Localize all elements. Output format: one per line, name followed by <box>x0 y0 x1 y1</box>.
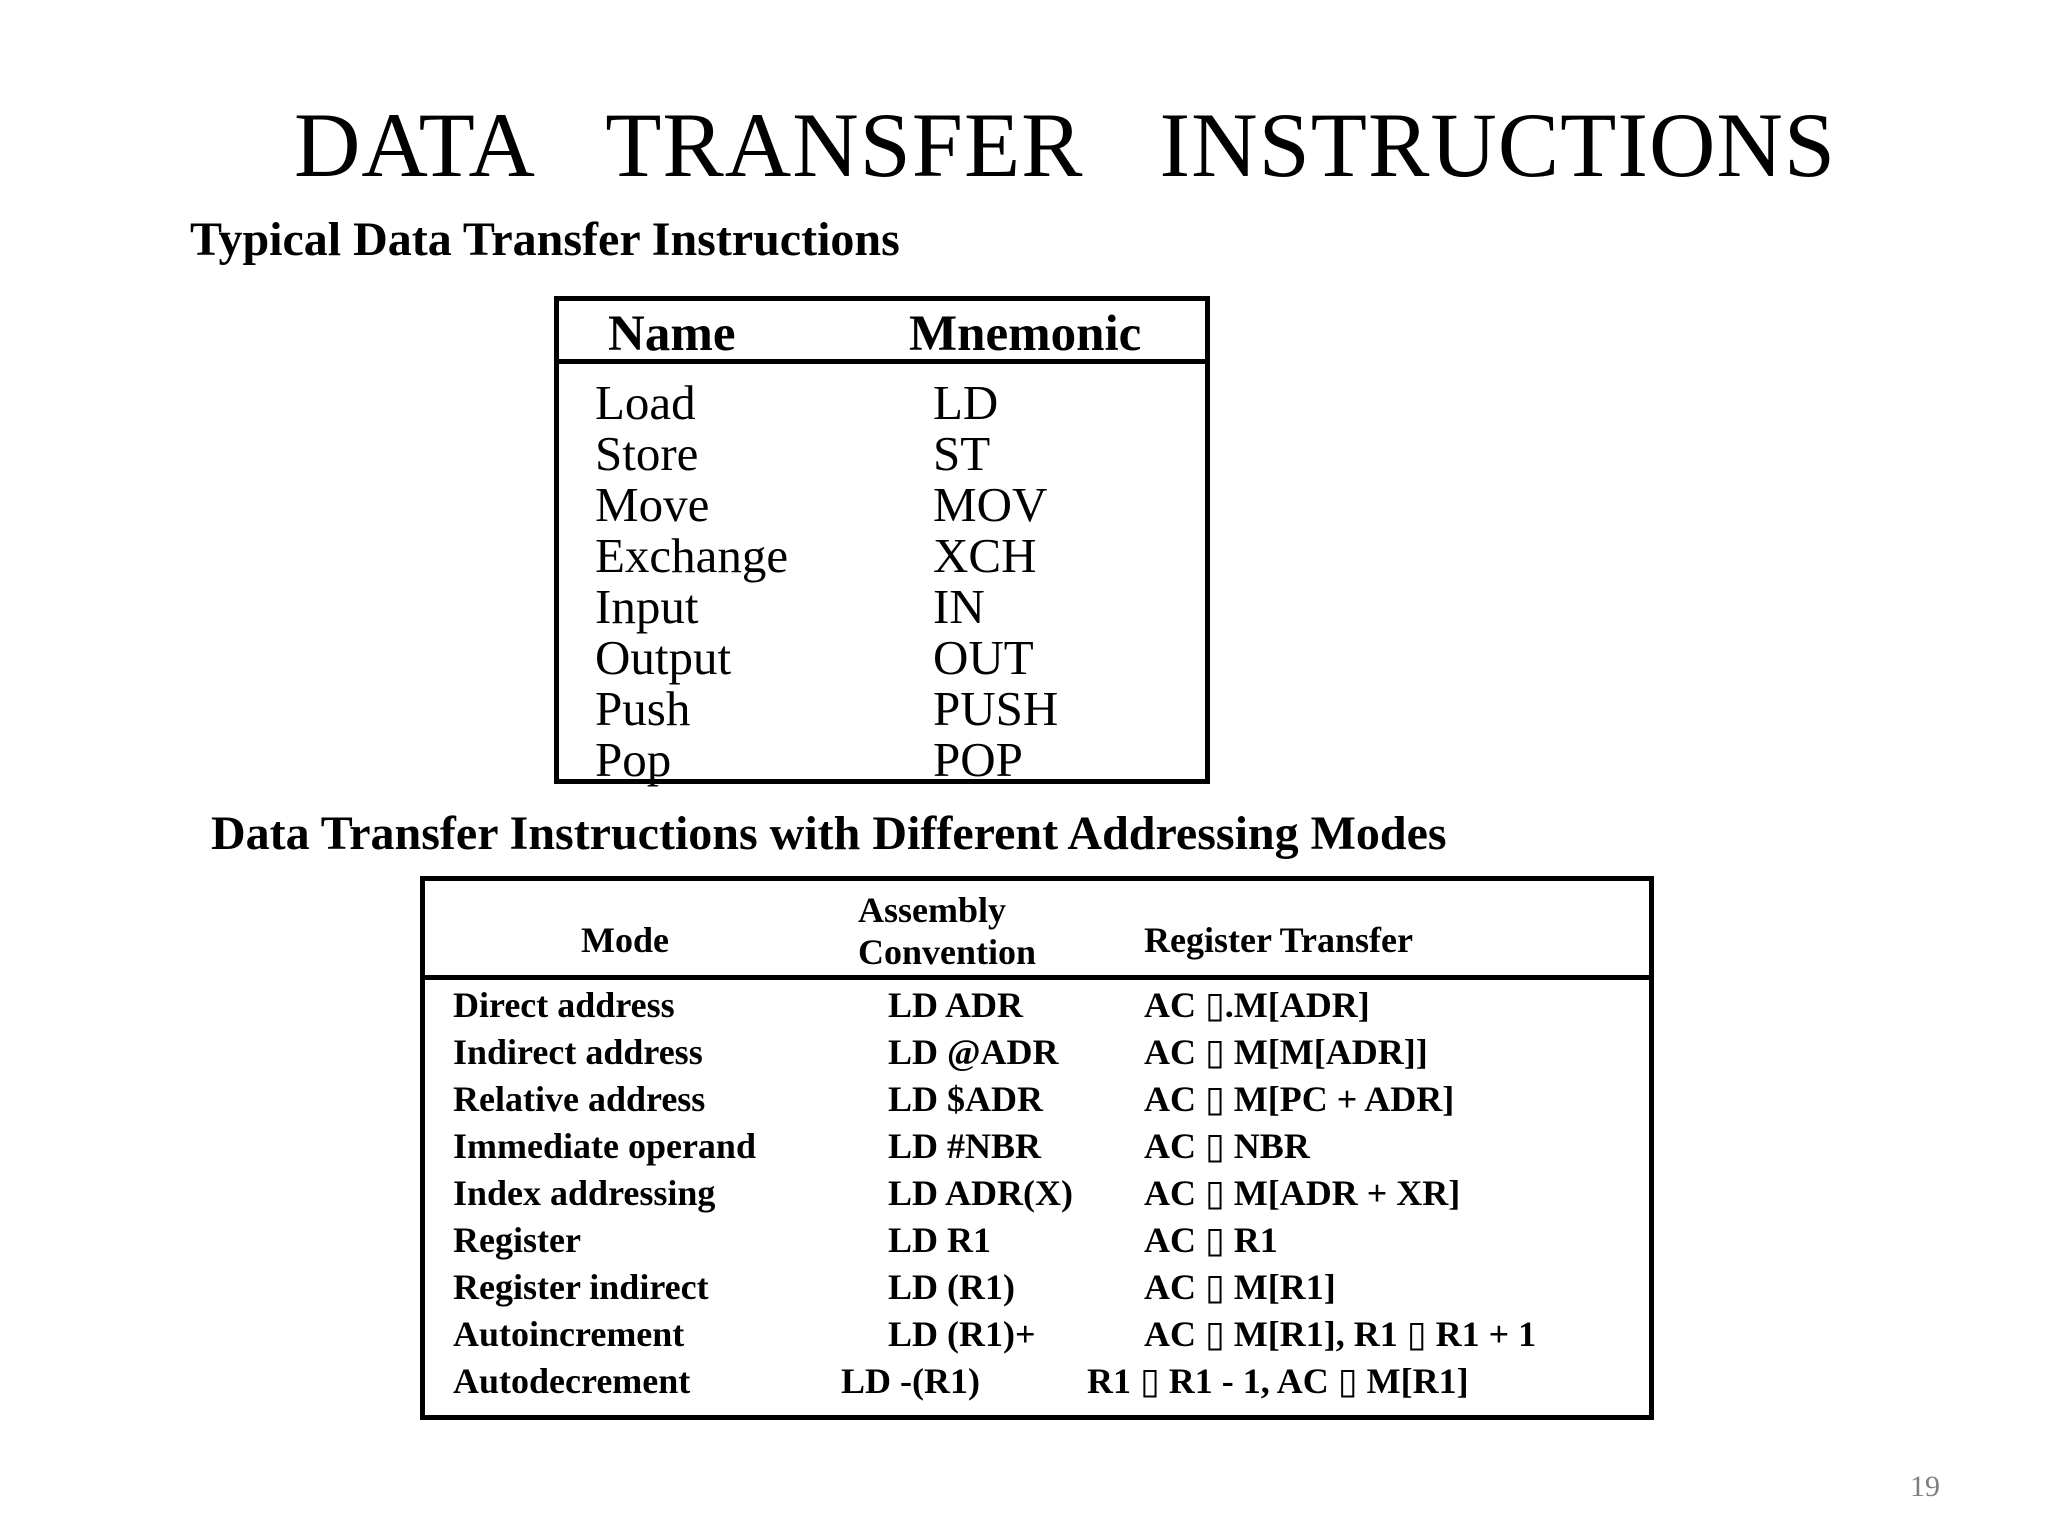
instruction-mnemonic: ST <box>933 426 991 481</box>
table-row <box>425 1029 1649 1076</box>
assembly-cell: LD ADR(X) <box>888 1173 1073 1213</box>
assembly-cell: LD -(R1) <box>841 1361 980 1401</box>
instruction-mnemonic: OUT <box>933 630 1034 685</box>
subheading-typical-instructions: Typical Data Transfer Instructions <box>190 213 900 266</box>
transfer-cell: AC ▯ M[M[ADR]] <box>1144 1032 1428 1072</box>
instruction-mnemonic: PUSH <box>933 681 1059 736</box>
instruction-name: Push <box>595 681 691 736</box>
mode-cell: Autodecrement <box>453 1361 691 1401</box>
instruction-mnemonic: LD <box>933 375 999 430</box>
assembly-cell: LD (R1) <box>888 1267 1015 1307</box>
assembly-cell: LD (R1)+ <box>888 1314 1036 1354</box>
instruction-name: Load <box>595 375 696 430</box>
table-header-row <box>559 301 1205 364</box>
mode-cell: Relative address <box>453 1079 706 1119</box>
table-row <box>559 734 1205 785</box>
table-row <box>425 1123 1649 1170</box>
instruction-mnemonic: POP <box>933 732 1023 787</box>
table-header-row <box>425 881 1649 980</box>
transfer-cell: AC ▯ NBR <box>1144 1126 1310 1166</box>
transfer-cell: R1 ▯ R1 - 1, AC ▯ M[R1] <box>1087 1361 1469 1401</box>
transfer-cell: AC ▯ M[ADR + XR] <box>1144 1173 1461 1213</box>
header-assembly: Assembly <box>858 890 1007 930</box>
table-row <box>425 982 1649 1029</box>
mode-cell: Register <box>453 1220 581 1260</box>
instruction-mnemonic: XCH <box>933 528 1037 583</box>
assembly-cell: LD #NBR <box>888 1126 1042 1166</box>
transfer-cell: AC ▯ R1 <box>1144 1220 1278 1260</box>
mode-cell: Register indirect <box>453 1267 709 1307</box>
mode-cell: Direct address <box>453 985 675 1025</box>
assembly-cell: LD R1 <box>888 1220 992 1260</box>
addressing-modes-table <box>420 876 1654 1420</box>
page-number: 19 <box>1910 1470 1940 1503</box>
header-mode: Mode <box>581 920 669 960</box>
table-row <box>425 1264 1649 1311</box>
table-row <box>559 530 1205 581</box>
table-row <box>425 1076 1649 1123</box>
mode-cell: Autoincrement <box>453 1314 685 1354</box>
typical-instructions-table <box>554 296 1210 787</box>
transfer-cell: AC ▯.M[ADR] <box>1144 985 1370 1025</box>
table-row <box>425 1170 1649 1217</box>
slide-title: DATA TRANSFER INSTRUCTIONS <box>293 94 1837 196</box>
subheading-addressing-modes: Data Transfer Instructions with Different Addressing Modes <box>211 807 1447 860</box>
table-row <box>559 428 1205 479</box>
instruction-name: Move <box>595 477 710 532</box>
header-mnemonic: Mnemonic <box>909 306 1142 362</box>
instruction-name: Exchange <box>595 528 789 583</box>
assembly-cell: LD $ADR <box>888 1079 1044 1119</box>
transfer-cell: AC ▯ M[R1] <box>1144 1267 1336 1307</box>
mode-cell: Index addressing <box>453 1173 716 1213</box>
table-row <box>425 1358 1649 1405</box>
table-row <box>559 632 1205 683</box>
instruction-name: Output <box>595 630 732 685</box>
table-row <box>425 1311 1649 1358</box>
table-row <box>559 581 1205 632</box>
header-register-transfer: Register Transfer <box>1144 920 1413 960</box>
mode-cell: Immediate operand <box>453 1126 756 1166</box>
header-name: Name <box>608 306 736 362</box>
transfer-cell: AC ▯ M[R1], R1 ▯ R1 + 1 <box>1144 1314 1537 1354</box>
instruction-mnemonic: MOV <box>933 477 1048 532</box>
table-row <box>559 479 1205 530</box>
mode-cell: Indirect address <box>453 1032 703 1072</box>
instruction-name: Store <box>595 426 699 481</box>
instruction-mnemonic: IN <box>933 579 985 634</box>
header-convention: Convention <box>858 932 1037 972</box>
transfer-cell: AC ▯ M[PC + ADR] <box>1144 1079 1455 1119</box>
table-row <box>425 1217 1649 1264</box>
instruction-name: Pop <box>595 732 672 787</box>
assembly-cell: LD @ADR <box>888 1032 1059 1072</box>
assembly-cell: LD ADR <box>888 985 1024 1025</box>
table-row <box>559 683 1205 734</box>
table-row <box>559 377 1205 428</box>
instruction-name: Input <box>595 579 699 634</box>
